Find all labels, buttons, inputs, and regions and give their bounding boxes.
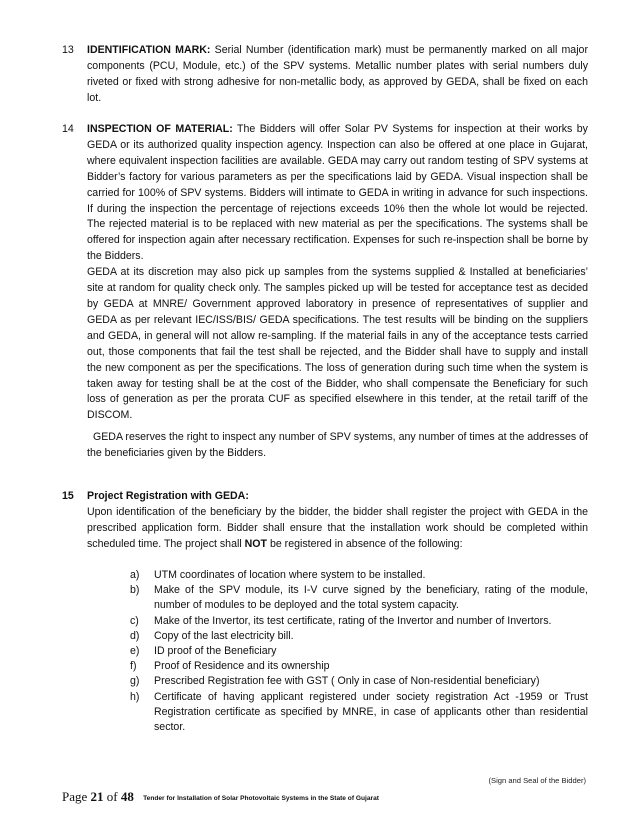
clause-15-not-emphasis: NOT [244, 537, 267, 550]
footer-document-title: Tender for Installation of Solar Photovoltaic Systems in the State of Gujarat [143, 795, 379, 802]
clause-14-paragraph-2: GEDA at its discretion may also pick up samples from the systems supplied & Installed at beneficiaries’ site at random for quality check only. The samples picked up will be tested for acceptance test as decided by GEDA at MNRE/ Government approved laboratory in presence of representatives of supplier and GEDA as per relevant IEC/ISS/BIS/ GEDA specifications. The test results will be binding on the suppliers and GEDA, in general will not allow re-sampling. If the material fails in any of the acceptance tests carried out, those components that fail the test shall be rejected, and the Bidder shall have to supply and install the new component as per the specifications. The loss of generation during such time when the system is taken away for testing shall be at the cost of the Bidder, who shall compensate the Beneficiary for such loss of generation as per the prorata CUF as specified elsewhere in this tender, at the retail tariff of the DISCOM. [87, 266, 588, 422]
clause-13-heading: IDENTIFICATION MARK: [87, 44, 211, 56]
clause-15-text-b: be registered in absence of the following: [267, 537, 463, 550]
signature-note: (Sign and Seal of the Bidder) [488, 776, 586, 785]
page-footer [62, 789, 379, 805]
list-item: a) UTM coordinates of location where system to be installed. [130, 569, 426, 581]
list-item: h) Certificate of having applicant registered under society registration Act -1959 or Trust Registration certificate as specified by MNRE, in case of applicants other than residential sector. [130, 690, 588, 734]
clause-15-text-a: Upon identification of the beneficiary by the bidder, the bidder shall register the project with GEDA in the prescribed application form. Bidder shall ensure that the installation work should be completed within scheduled time. The project shall [87, 505, 588, 550]
clause-14-number: 14 [62, 123, 74, 135]
clause-13-text: Serial Number (identification mark) must be permanently marked on all major components (PCU, Module, etc.) of the SPV systems. Metallic number plates with serial numbers duly riveted or fixed with strong adhesive for non-metallic body, as approved by GEDA, shall be fixed on each lot. [87, 44, 588, 104]
list-item: b) Make of the SPV module, its I-V curve signed by the beneficiary, rating of the module, number of modules to be deployed and the total system capacity. [130, 584, 588, 612]
footer-page-word: Page [62, 789, 88, 804]
clause-13 [62, 43, 588, 107]
registration-requirements-list [130, 568, 588, 735]
clause-14-heading: INSPECTION OF MATERIAL: [87, 123, 233, 135]
list-item: c) Make of the Invertor, its test certificate, rating of the Invertor and number of Invertors. [130, 614, 552, 627]
footer-of-word: of [106, 789, 118, 804]
list-item: f) Proof of Residence and its ownership [130, 660, 330, 673]
list-item: e) ID proof of the Beneficiary [130, 645, 277, 658]
clause-13-number: 13 [62, 44, 74, 56]
clause-14 [62, 122, 588, 462]
footer-total-pages: 48 [120, 789, 134, 804]
clause-15-heading: Project Registration with GEDA: [87, 490, 249, 502]
clause-14-paragraph-1: The Bidders will offer Solar PV Systems for inspection at their works by GEDA or its authorized quality inspection agency. Inspection can also be offered at one place in Gujarat, where equivalent inspection facilities are available. GEDA may carry out random testing of SPV systems at Bidder’s factory for various parameters as per the specifications laid by GEDA. Visual inspection shall be carried for 100% of SPV systems. Bidders will intimate to GEDA in writing in advance for such inspections. If during the inspection the percentage of rejections exceeds 10% then the whole lot would be rejected. The rejected material is to be replaced with new material as per the specifications. The systems shall be offered for inspection again after necessary rectification. Expenses for such re-inspection shall be borne by the Bidders. [87, 123, 588, 263]
clause-15 [62, 489, 588, 553]
footer-page-number: 21 [90, 789, 104, 804]
clause-14-paragraph-3: GEDA reserves the right to inspect any number of SPV systems, any number of times at the addresses of the beneficiaries given by the Bidders. [87, 431, 588, 460]
clause-15-number: 15 [62, 490, 74, 502]
list-item: d) Copy of the last electricity bill. [130, 629, 294, 642]
list-item: g) Prescribed Registration fee with GST ( Only in case of Non-residential beneficiary) [130, 675, 540, 688]
